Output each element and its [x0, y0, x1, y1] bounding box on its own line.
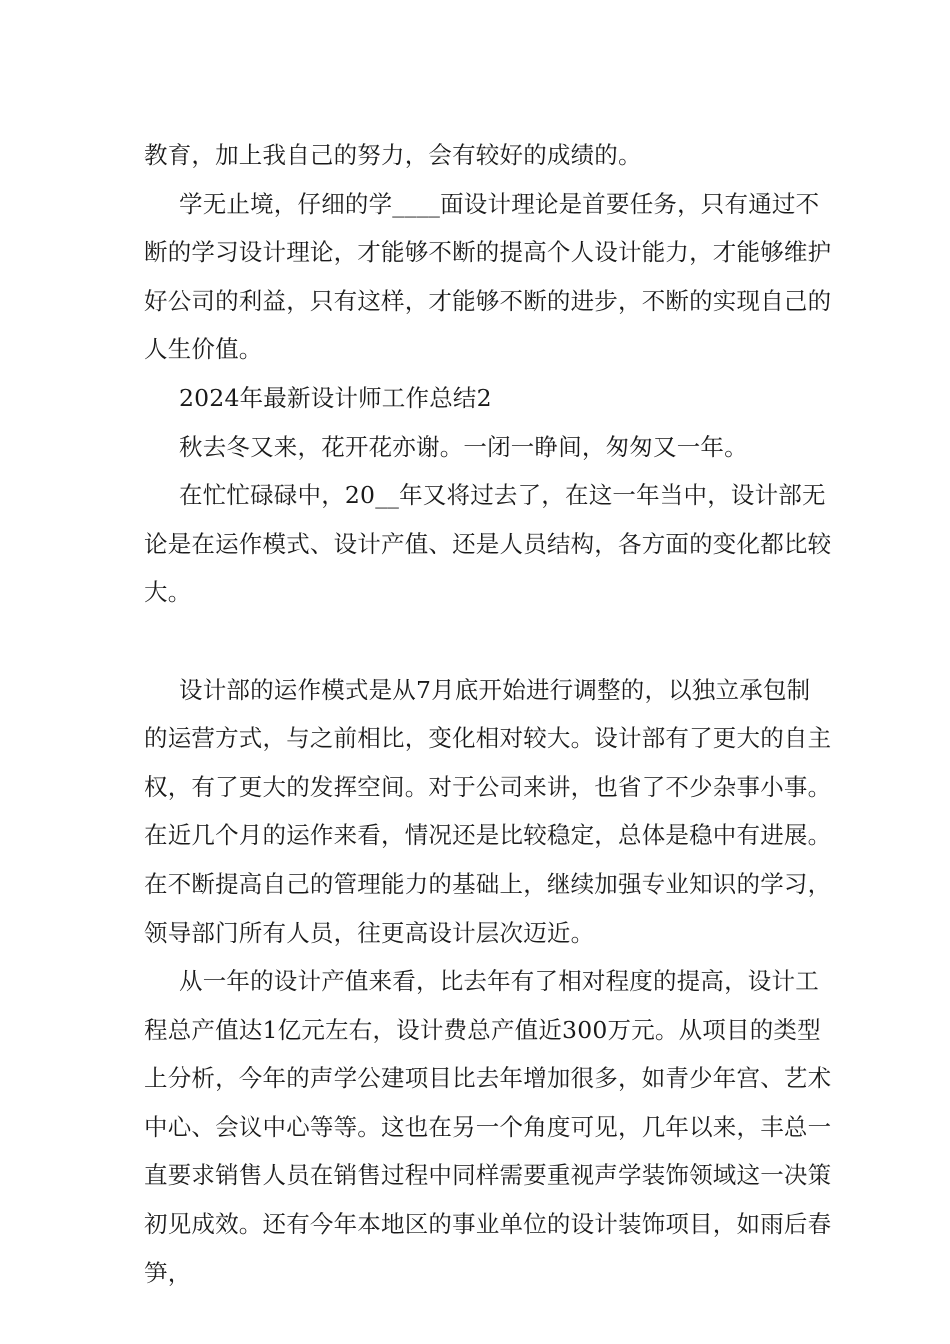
document-body [144, 131, 834, 1297]
paragraph-design-output: 从一年的设计产值来看，比去年有了相对程度的提高，设计工程总产值达1亿元左右，设计费总产值近300万元。从项目的类型上分析，今年的声学公建项目比去年增加很多，如青少年宫、艺术中心、会议中心等等。这也在另一个角度可见，几年以来，丰总一直要求销售人员在销售过程中同样需要重视声学装饰领域这一决策初见成效。还有今年本地区的事业单位的设计装饰项目，如雨后春笋， [144, 967, 832, 1287]
paragraph-seasons: 秋去冬又来，花开花亦谢。一闭一睁间，匆匆又一年。 [179, 432, 748, 461]
paragraph-operation-mode: 设计部的运作模式是从7月底开始进行调整的，以独立承包制的运营方式，与之前相比，变化相对较大。设计部有了更大的自主权，有了更大的发挥空间。对于公司来讲，也省了不少杂事小事。在近几个月的运作来看，情况还是比较稳定，总体是稳中有进展。在不断提高自己的管理能力的基础上，继续加强专业知识的学习，领导部门所有人员，往更高设计层次迈近。 [144, 675, 832, 947]
paragraph-year-review: 在忙忙碌碌中，20__年又将过去了，在这一年当中，设计部无论是在运作模式、设计产值、还是人员结构，各方面的变化都比较大。 [144, 481, 832, 607]
section-heading: 2024年最新设计师工作总结2 [179, 383, 492, 412]
paragraph-continuation: 教育，加上我自己的努力，会有较好的成绩的。 [144, 141, 642, 169]
paragraph-study: 学无止境，仔细的学____面设计理论是首要任务，只有通过不断的学习设计理论，才能够不断的提高个人设计能力，才能够维护好公司的利益，只有这样，才能够不断的进步，不断的实现自己的人生价值。 [144, 189, 832, 364]
blank-line [144, 617, 834, 666]
